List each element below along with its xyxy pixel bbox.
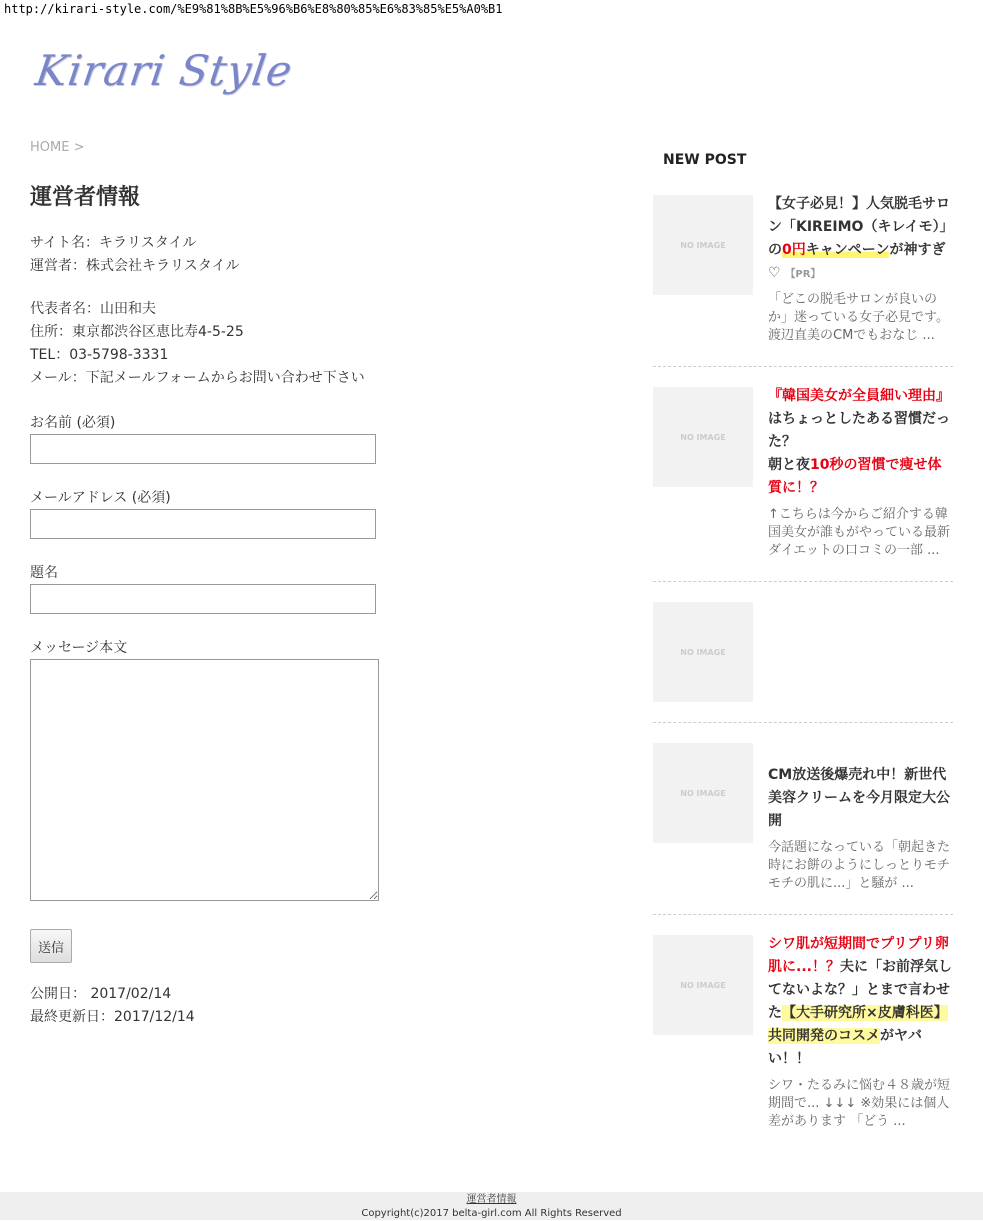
post-title-part: 0円	[782, 242, 806, 258]
name-input[interactable]	[30, 434, 376, 464]
post-title-part: 【大手研究所×皮膚科医】共同開発のコスメ	[768, 1005, 948, 1044]
site-name-line: サイト名：キラリスタイル	[30, 235, 197, 251]
sidebar-post[interactable]	[653, 602, 953, 723]
page-title: 運営者情報	[30, 185, 141, 210]
tel-line: TEL：03-5798-3331	[30, 347, 169, 363]
breadcrumb-home[interactable]: HOME >	[30, 140, 85, 155]
email-label: メールアドレス (必須)	[30, 490, 171, 506]
post-excerpt: ↑こちらは今からご紹介する韓国美女が誰もがやっている最新ダイエットの口コミの一部 ...	[768, 507, 951, 558]
post-title-part: 10秒の習慣で痩せ体質に！？	[768, 457, 942, 496]
sidebar-post[interactable]	[653, 743, 953, 915]
sidebar-post[interactable]	[653, 387, 953, 582]
operator-line: 運営者：株式会社キラリスタイル	[30, 258, 240, 274]
sidebar-post[interactable]	[653, 195, 953, 367]
message-label: メッセージ本文	[30, 640, 128, 656]
message-textarea[interactable]	[30, 659, 379, 901]
page-dates	[30, 983, 195, 1029]
pr-badge: 【PR】	[785, 269, 821, 280]
new-post-heading: NEW POST	[663, 152, 747, 168]
post-title-part: 朝と夜	[768, 457, 810, 473]
representative-line: 代表者名：山田和夫	[30, 301, 156, 317]
contact-info-block	[30, 298, 365, 390]
footer-operator-link[interactable]: 運営者情報	[466, 1194, 517, 1205]
post-title-part: シワ肌が短期間でプリプリ卵肌に...！？	[768, 936, 949, 975]
post-excerpt: シワ・たるみに悩む４８歳が短期間で... ↓↓↓ ※効果には個人差があります 「どう ...	[768, 1078, 951, 1129]
post-title[interactable]	[768, 193, 953, 286]
name-label: お名前 (必須)	[30, 415, 116, 431]
post-title[interactable]	[768, 933, 953, 1071]
subject-label: 題名	[30, 565, 58, 581]
post-thumbnail[interactable]: NO IMAGE	[653, 743, 753, 843]
post-title-part: が神すぎ♡	[768, 242, 946, 281]
post-title-part: はちょっとしたある習慣だった？	[768, 411, 950, 450]
url-text: http://kirari-style.com/%E9%81%8B%E5%96%B6%E8%80%85%E6%83%85%E5%A0%B1	[4, 2, 503, 16]
mail-line: メール：下記メールフォームからお問い合わせ下さい	[30, 370, 365, 386]
post-excerpt: 今話題になっている「朝起きた時にお餅のようにしっとりモチモチの肌に...」と騒が ...	[768, 840, 951, 891]
published-date: 公開日： 2017/02/14	[30, 986, 172, 1002]
subject-input[interactable]	[30, 584, 376, 614]
post-title[interactable]	[768, 385, 953, 500]
post-title-part: 『韓国美女が全員細い理由』	[768, 388, 950, 404]
post-title-part: キャンペーン	[805, 242, 890, 258]
copyright-text: Copyright(c)2017 belta-girl.com All Rights Reserved	[361, 1208, 622, 1219]
post-thumbnail[interactable]: NO IMAGE	[653, 602, 753, 702]
updated-date: 最終更新日：2017/12/14	[30, 1009, 195, 1025]
address-line: 住所：東京都渋谷区恵比寿4-5-25	[30, 324, 244, 340]
footer	[0, 1192, 983, 1220]
post-thumbnail[interactable]: NO IMAGE	[653, 195, 753, 295]
post-title-part: がヤバい！！	[768, 1028, 922, 1067]
post-thumbnail[interactable]: NO IMAGE	[653, 935, 753, 1035]
post-title-part: 【女子必見！】人気脱毛サロン「KIREIMO（キレイモ）」の	[768, 196, 950, 258]
post-excerpt: 「どこの脱毛サロンが良いのか」迷っている女子必見です。渡辺直美のCMでもおなじ ...	[768, 292, 949, 343]
site-logo[interactable]: Kirari Style	[32, 46, 296, 95]
submit-button[interactable]: 送信	[30, 929, 72, 963]
post-title[interactable]: CM放送後爆売れ中！新世代美容クリームを今月限定大公開	[768, 767, 950, 829]
email-input[interactable]	[30, 509, 376, 539]
post-thumbnail[interactable]: NO IMAGE	[653, 387, 753, 487]
sidebar-post[interactable]	[653, 935, 953, 1135]
site-info-block	[30, 232, 239, 278]
post-title-part: 夫に「お前浮気してないよな？」とまで言わせた	[768, 959, 952, 1021]
